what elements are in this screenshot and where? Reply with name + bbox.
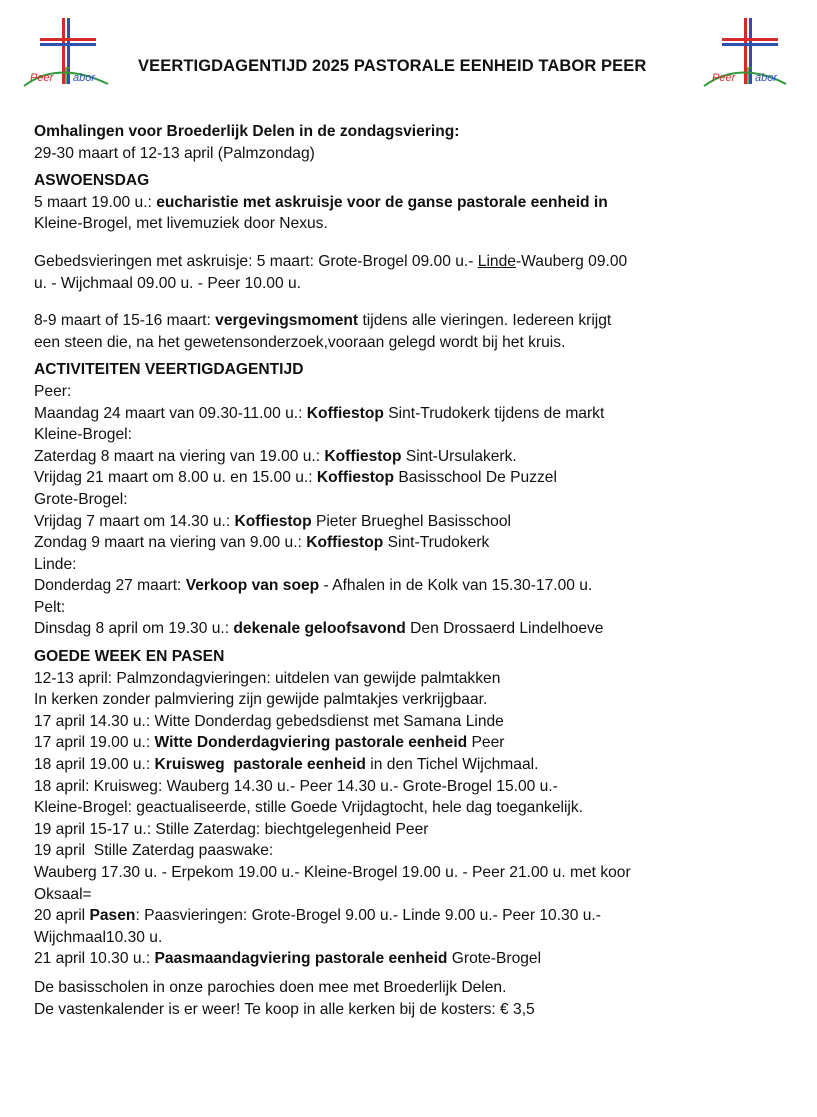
pasen-line-6: 18 april: Kruisweg: Wauberg 14.30 u.- Peer 14.30 u.- Grote-Brogel 15.00 u.- — [34, 777, 558, 795]
aswoensdag-line-5: 8-9 maart of 15-16 maart: vergevingsmoment tijdens alle vieringen. Iedereen krijgt — [34, 312, 612, 330]
location-grote-brogel: Grote-Brogel: — [34, 490, 128, 508]
omhalingen-line: 29-30 maart of 12-13 april (Palmzondag) — [34, 144, 315, 162]
pasen-line-12: 20 april Pasen: Paasvieringen: Grote-Brogel 9.00 u.- Linde 9.00 u.- Peer 10.30 u.- — [34, 907, 601, 925]
activity-6: Donderdag 27 maart: Verkoop van soep - Afhalen in de Kolk van 15.30-17.00 u. — [34, 577, 593, 595]
footer-line-2: De vastenkalender is er weer! Te koop in alle kerken bij de kosters: € 3,5 — [34, 1000, 535, 1018]
pasen-line-1: 12-13 april: Palmzondagvieringen: uitdelen van gewijde palmtakken — [34, 669, 501, 687]
pasen-line-2: In kerken zonder palmviering zijn gewijde palmtakjes verkrijgbaar. — [34, 691, 488, 709]
activity-7: Dinsdag 8 april om 19.30 u.: dekenale geloofsavond Den Drossaerd Lindelhoeve — [34, 620, 604, 638]
pasen-line-5: 18 april 19.00 u.: Kruisweg pastorale eenheid in den Tichel Wijchmaal. — [34, 756, 539, 774]
activity-2: Zaterdag 8 maart na viering van 19.00 u.: Koffiestop Sint-Ursulakerk. — [34, 447, 517, 465]
pasen-line-7: Kleine-Brogel: geactualiseerde, stille Goede Vrijdagtocht, hele dag toegankelijk. — [34, 799, 584, 817]
pasen-line-8: 19 april 15-17 u.: Stille Zaterdag: biechtgelegenheid Peer — [34, 820, 429, 838]
activity-3: Vrijdag 21 maart om 8.00 u. en 15.00 u.: Koffiestop Basisschool De Puzzel — [34, 469, 557, 487]
page-title: VEERTIGDAGENTIJD 2025 PASTORALE EENHEID TABOR PEER — [138, 57, 647, 75]
location-pelt: Pelt: — [34, 598, 66, 616]
pasen-line-4: 17 april 19.00 u.: Witte Donderdagviering pastorale eenheid Peer — [34, 734, 505, 752]
logo-text-left: Peer — [30, 72, 54, 84]
pasen-heading: GOEDE WEEK EN PASEN — [34, 648, 225, 666]
aswoensdag-heading: ASWOENSDAG — [34, 172, 150, 190]
location-kleine-brogel: Kleine-Brogel: — [34, 426, 132, 444]
pasen-line-10: Wauberg 17.30 u. - Erpekom 19.00 u.- Kleine-Brogel 19.00 u. - Peer 21.00 u. met koor — [34, 864, 631, 881]
aswoensdag-line-6: een steen die, na het gewetensonderzoek,vooraan gelegd wordt bij het kruis. — [34, 333, 566, 351]
aswoensdag-line-4: u. - Wijchmaal 09.00 u. - Peer 10.00 u. — [34, 274, 301, 292]
location-linde: Linde: — [34, 555, 77, 573]
footer-line-1: De basisscholen in onze parochies doen mee met Broederlijk Delen. — [34, 978, 507, 996]
logo-text-right: Peer — [712, 72, 736, 84]
pasen-line-14: 21 april 10.30 u.: Paasmaandagviering pastorale eenheid Grote-Brogel — [34, 950, 542, 968]
aswoensdag-line-1: 5 maart 19.00 u.: eucharistie met askruisje voor de ganse pastorale eenheid in — [34, 193, 608, 211]
pasen-line-9: 19 april Stille Zaterdag paaswake: — [34, 842, 274, 860]
logo-text-right-abor: abor — [755, 72, 778, 84]
pasen-line-13: Wijchmaal10.30 u. — [34, 928, 163, 946]
activity-5: Zondag 9 maart na viering van 9.00 u.: Koffiestop Sint-Trudokerk — [34, 534, 490, 552]
logo-text-left-abor: abor — [73, 72, 96, 84]
activity-4: Vrijdag 7 maart om 14.30 u.: Koffiestop Pieter Brueghel Basisschool — [34, 512, 511, 530]
location-peer: Peer: — [34, 382, 72, 400]
aswoensdag-line-2: Kleine-Brogel, met livemuziek door Nexus. — [34, 215, 328, 233]
activiteiten-heading: ACTIVITEITEN VEERTIGDAGENTIJD — [34, 361, 304, 379]
activity-1: Maandag 24 maart van 09.30-11.00 u.: Koffiestop Sint-Trudokerk tijdens de markt — [34, 404, 605, 422]
aswoensdag-line-3: Gebedsvieringen met askruisje: 5 maart: Grote-Brogel 09.00 u.- Linde-Wauberg 09.00 — [34, 252, 628, 270]
pasen-line-3: 17 april 14.30 u.: Witte Donderdag gebedsdienst met Samana Linde — [34, 712, 504, 730]
pasen-line-11: Oksaal= — [34, 885, 92, 903]
document-body — [34, 121, 734, 1020]
omhalingen-title: Omhalingen voor Broederlijk Delen in de zondagsviering: — [34, 123, 460, 140]
